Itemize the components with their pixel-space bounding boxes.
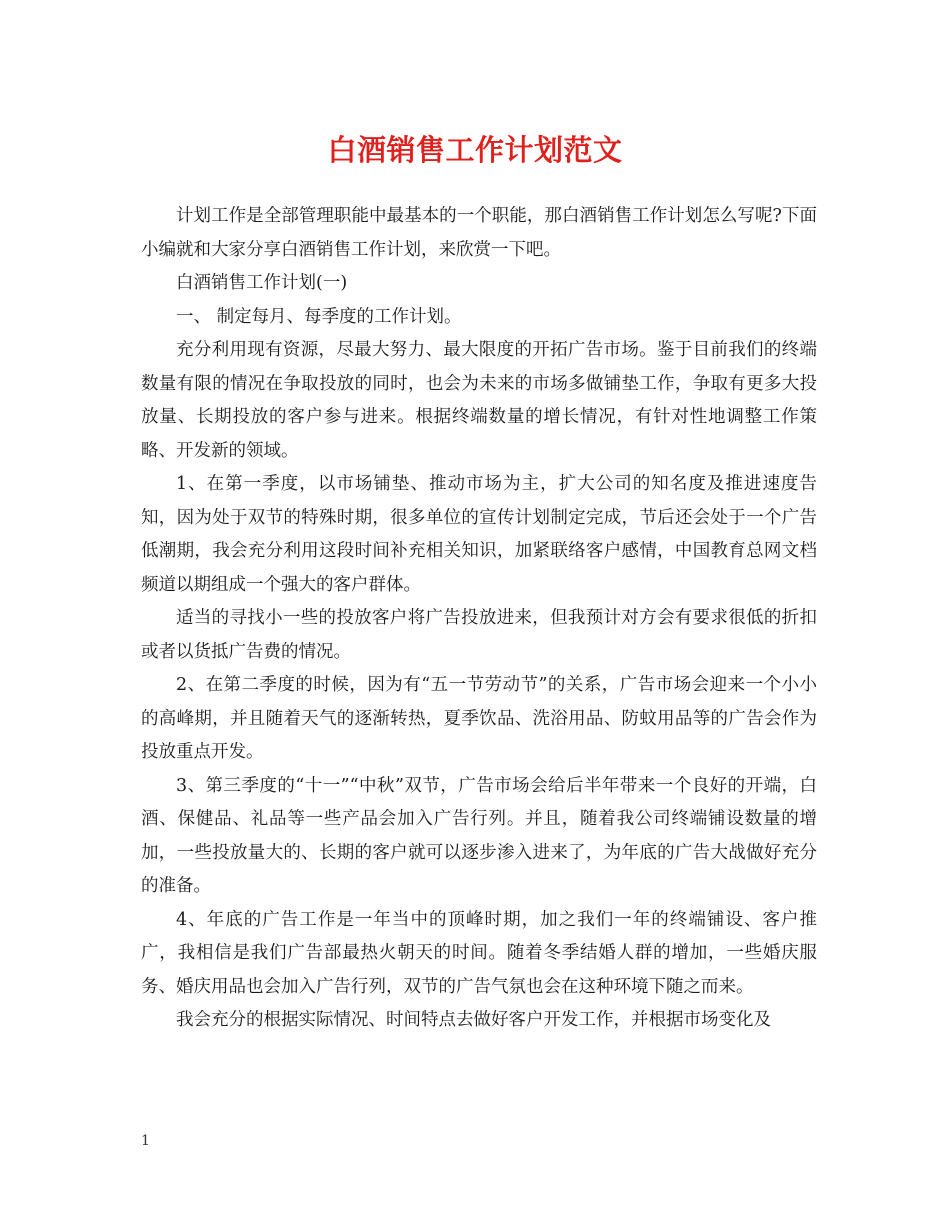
section-heading: 白酒销售工作计划(一) — [176, 273, 348, 293]
paragraph: 3、第三季度的“十一”“中秋”双节，广告市场会给后半年带来一个良好的开端，白酒、保健品、礼品等一些产品会加入广告行列。并且，随着我公司终端铺设数量的增加，一些投放量大的、长期的客户就可以逐步渗入进来了，为年底的广告大战做好充分的准备。 — [141, 775, 817, 896]
paragraph: 充分利用现有资源，尽最大努力、最大限度的开拓广告市场。鉴于目前我们的终端数量有限的情况在争取投放的同时，也会为未来的市场多做铺垫工作，争取有更多大投放量、长期投放的客户参与进来。根据终端数量的增长情况，有针对性地调整工作策略、开发新的领域。 — [141, 340, 817, 461]
paragraph-intro: 计划工作是全部管理职能中最基本的一个职能，那白酒销售工作计划怎么写呢?下面小编就和大家分享白酒销售工作计划，来欣赏一下吧。 — [141, 206, 817, 260]
page-number: 1 — [141, 1133, 150, 1149]
paragraph: 1、在第一季度，以市场铺垫、推动市场为主，扩大公司的知名度及推进速度告知，因为处于双节的特殊时期，很多单位的宣传计划制定完成，节后还会处于一个广告低潮期，我会充分利用这段时间补充相关知识，加紧联络客户感情，中国教育总网文档频道以期组成一个强大的客户群体。 — [141, 474, 817, 595]
document-body — [141, 200, 817, 1038]
paragraph: 4、年底的广告工作是一年当中的顶峰时期，加之我们一年的终端铺设、客户推广，我相信是我们广告部最热火朝天的时间。随着冬季结婚人群的增加，一些婚庆服务、婚庆用品也会加入广告行列，双节的广告气氛也会在这种环境下随之而来。 — [141, 909, 817, 997]
paragraph: 2、在第二季度的时候，因为有“五一节劳动节”的关系，广告市场会迎来一个小小的高峰期，并且随着天气的逐渐转热，夏季饮品、洗浴用品、防蚊用品等的广告会作为投放重点开发。 — [141, 675, 817, 762]
document-title: 白酒销售工作计划范文 — [327, 133, 623, 167]
paragraph: 我会充分的根据实际情况、时间特点去做好客户开发工作，并根据市场变化及 — [176, 1010, 771, 1030]
subsection-heading: 一、 制定每月、每季度的工作计划。 — [176, 306, 462, 327]
paragraph: 适当的寻找小一些的投放客户将广告投放进来，但我预计对方会有要求很低的折扣或者以货抵广告费的情况。 — [141, 608, 817, 662]
